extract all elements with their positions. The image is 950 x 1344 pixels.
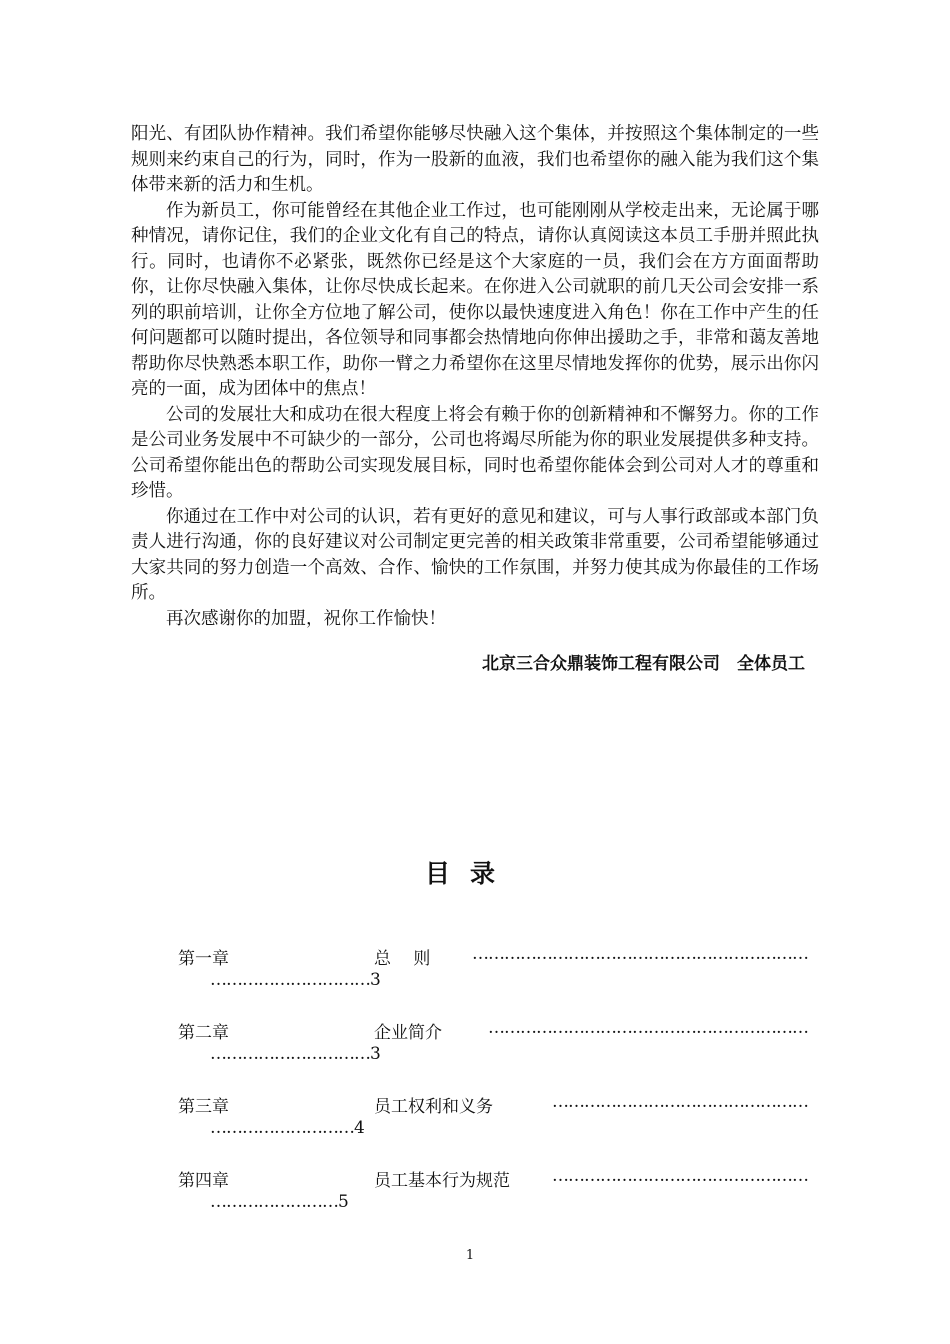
toc-leader-dots: ……………………… bbox=[210, 1118, 354, 1138]
toc-chapter-number: 第三章 bbox=[178, 1097, 229, 1117]
toc-chapter-number: 第一章 bbox=[178, 949, 229, 969]
toc-entry-chapter-4[interactable] bbox=[178, 1166, 808, 1240]
page-number: 1 bbox=[465, 1248, 475, 1263]
toc-chapter-name: 总 则 bbox=[374, 949, 431, 969]
welcome-letter-body bbox=[131, 122, 819, 632]
paragraph-4: 你通过在工作中对公司的认识，若有更好的意见和建议，可与人事行政部或本部门负责人进行沟通，你的良好建议对公司制定更完善的相关政策非常重要，公司希望能够通过大家共同的努力创造一个高效、合作、愉快的工作氛围，并努力使其成为你最佳的工作场所。 bbox=[131, 506, 819, 603]
toc-leader-dots: ………………………………………… bbox=[552, 1166, 808, 1186]
table-of-contents bbox=[178, 944, 808, 1240]
toc-entry-chapter-2[interactable] bbox=[178, 1018, 808, 1092]
toc-leader-dots: …………………………………………………… bbox=[488, 1018, 808, 1038]
paragraph-3: 公司的发展壮大和成功在很大程度上将会有赖于你的创新精神和不懈努力。你的工作是公司业务发展中不可缺少的一部分，公司也将竭尽所能为你的职业发展提供多种支持。公司希望你能出色的帮助公司实现发展目标，同时也希望你能体会到公司对人才的尊重和珍惜。 bbox=[131, 404, 819, 501]
toc-chapter-number: 第四章 bbox=[178, 1171, 229, 1191]
toc-leader-dots: ………………………………………… bbox=[552, 1092, 808, 1112]
toc-page-number: 5 bbox=[338, 1192, 349, 1212]
paragraph-2: 作为新员工，你可能曾经在其他企业工作过，也可能刚刚从学校走出来，无论属于哪种情况，请你记住，我们的企业文化有自己的特点，请你认真阅读这本员工手册并照此执行。同时，也请你不必紧张，既然你已经是这个大家庭的一员，我们会在方方面面帮助你，让你尽快融入集体，让你尽快成长起来。在你进入公司就职的前几天公司会安排一系列的职前培训，让你全方位地了解公司，使你以最快速度进入角色！你在工作中产生的任何问题都可以随时提出，各位领导和同事都会热情地向你伸出援助之手，非常和蔼友善地帮助你尽快熟悉本职工作，助你一臂之力希望你在这里尽情地发挥你的优势，展示出你闪亮的一面，成为团体中的焦点！ bbox=[131, 200, 819, 399]
toc-entry-chapter-1[interactable] bbox=[178, 944, 808, 1018]
toc-leader-line bbox=[210, 970, 381, 990]
toc-chapter-number: 第二章 bbox=[178, 1023, 229, 1043]
toc-leader-line bbox=[210, 1118, 365, 1138]
letter-signature: 北京三合众鼎装饰工程有限公司 全体员工 bbox=[482, 654, 805, 674]
toc-chapter-name: 企业简介 bbox=[374, 1023, 442, 1043]
toc-leader-line bbox=[210, 1192, 349, 1212]
toc-leader-dots: ………………………… bbox=[210, 970, 370, 990]
toc-chapter-name: 员工基本行为规范 bbox=[374, 1171, 510, 1191]
toc-leader-line bbox=[210, 1044, 381, 1064]
toc-title: 目录 bbox=[424, 859, 515, 888]
paragraph-5: 再次感谢你的加盟，祝你工作愉快！ bbox=[166, 608, 446, 629]
toc-page-number: 3 bbox=[370, 970, 381, 990]
toc-entry-chapter-3[interactable] bbox=[178, 1092, 808, 1166]
toc-page-number: 4 bbox=[354, 1118, 365, 1138]
toc-leader-dots: ………………………… bbox=[210, 1044, 370, 1064]
paragraph-1: 阳光、有团队协作精神。我们希望你能够尽快融入这个集体，并按照这个集体制定的一些规则来约束自己的行为，同时，作为一股新的血液，我们也希望你的融入能为我们这个集体带来新的活力和生机。 bbox=[131, 124, 819, 195]
toc-chapter-name: 员工权利和义务 bbox=[374, 1097, 493, 1117]
toc-leader-dots: …………………… bbox=[210, 1192, 338, 1212]
toc-page-number: 3 bbox=[370, 1044, 381, 1064]
toc-leader-dots: ……………………………………………………… bbox=[472, 944, 808, 964]
